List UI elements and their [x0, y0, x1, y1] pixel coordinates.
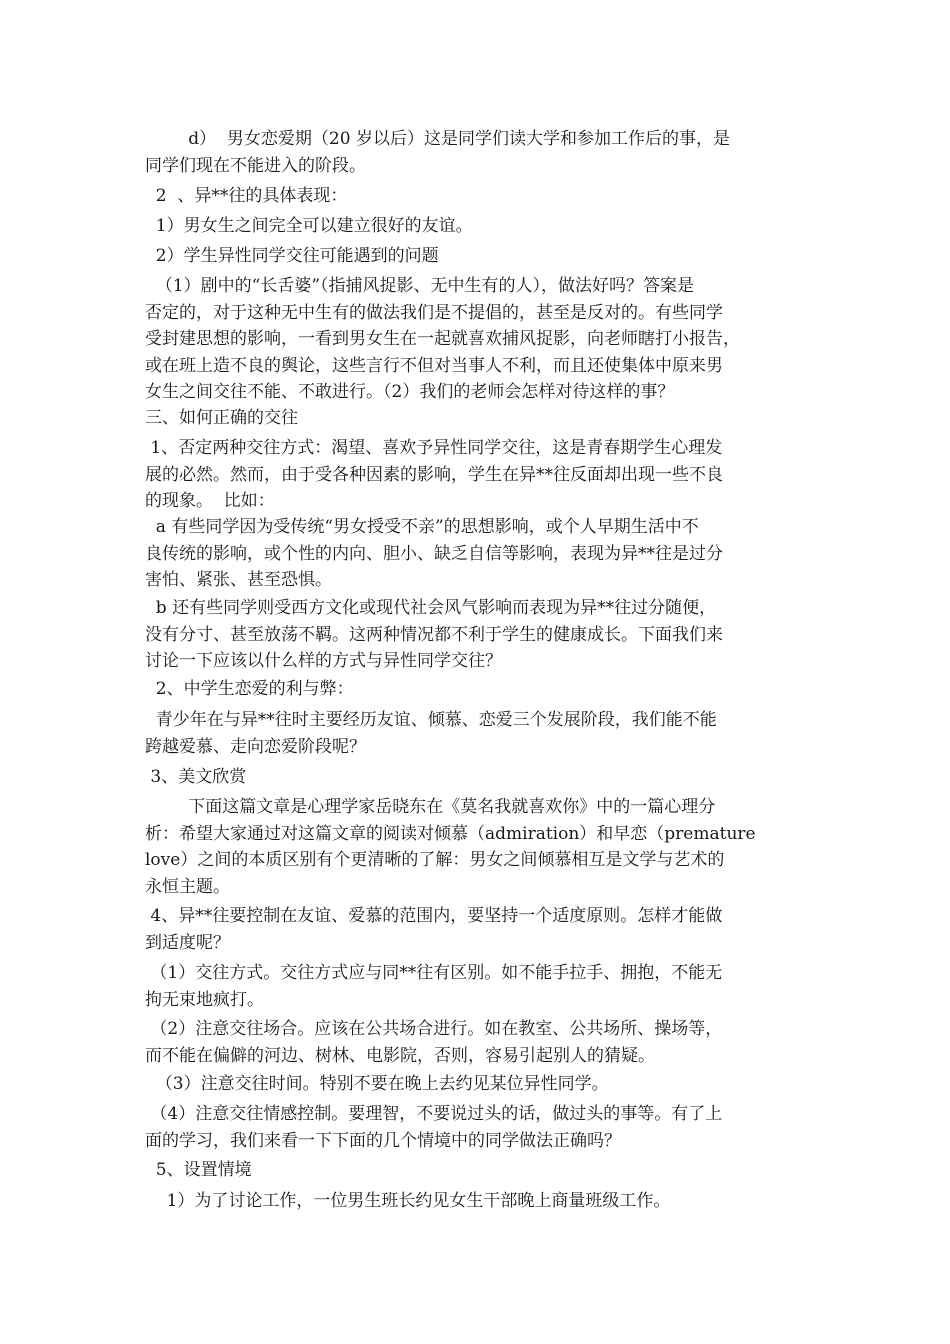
text-line: （3）注意交往时间。特别不要在晚上去约见某位异性同学。 [145, 1074, 609, 1094]
paragraph-heading-pros-cons [145, 676, 810, 703]
paragraph-heading-scenario [145, 1157, 810, 1184]
text-line: 下面这篇文章是心理学家岳晓东在《莫名我就喜欢你》中的一篇心理分 [145, 797, 716, 817]
paragraph-heading-essay [145, 764, 810, 791]
paragraph-gossip [145, 273, 810, 406]
text-line: b 还有些同学则受西方文化或现代社会风气影响而表现为异**往过分随便， [145, 598, 717, 618]
text-line: 良传统的影响，或个性的内向、胆小、缺乏自信等影响，表现为异**往是过分 [145, 543, 723, 564]
paragraph-moderation [145, 903, 810, 956]
text-line: 受封建思想的影响，一看到男女生在一起就喜欢捕风捉影，向老师瞎打小报告， [145, 329, 740, 349]
paragraph-item-1 [145, 213, 810, 240]
section-heading-3 [145, 405, 810, 432]
text-line: 拘无束地疯打。 [145, 989, 264, 1010]
text-line: 永恒主题。 [145, 876, 230, 897]
text-line: 1）男女生之间完全可以建立很好的友谊。 [145, 216, 473, 236]
text-line: love）之间的本质区别有个更清晰的了解：男女之间倾慕相互是文学与艺术的 [145, 850, 725, 870]
paragraph-b [145, 595, 810, 675]
text-line: 到适度呢？ [145, 932, 230, 953]
text-line: 展的必然。然而，由于受各种因素的影响，学生在异**往反面却出现一些不良 [145, 464, 723, 485]
text-line: 三、如何正确的交往 [145, 408, 298, 428]
text-line: 同学们现在不能进入的阶段。 [145, 155, 366, 176]
text-line: （4）注意交往情感控制。要理智，不要说过头的话，做过头的事等。有了上 [145, 1104, 723, 1124]
text-line: d） 男女恋爱期（20 岁以后）这是同学们读大学和参加工作后的事，是 [145, 129, 730, 149]
text-line: 析：希望大家通过对这篇文章的阅读对倾慕（admiration）和早恋（premature [145, 823, 756, 844]
text-line: 女生之间交往不能、不敢进行。（2）我们的老师会怎样对待这样的事？ [145, 382, 675, 402]
text-line: 讨论一下应该以什么样的方式与异性同学交往？ [145, 651, 502, 671]
text-line: 否定的，对于这种无中生有的做法我们是不提倡的，甚至是反对的。有些同学 [145, 302, 723, 323]
text-line: 没有分寸、甚至放荡不羁。这两种情况都不利于学生的健康成长。下面我们来 [145, 624, 723, 645]
paragraph-place [145, 1016, 810, 1069]
paragraph-a [145, 514, 810, 594]
text-line: 面的学习，我们来看一下下面的几个情境中的同学做法正确吗？ [145, 1130, 621, 1151]
text-line: a 有些同学因为受传统“男女授受不亲”的思想影响，或个人早期生活中不 [145, 517, 699, 537]
text-line: 5、设置情境 [145, 1160, 252, 1180]
text-line: （1）交往方式。交往方式应与同**往有区别。如不能手拉手、拥抱，不能无 [145, 963, 723, 983]
text-line: 或在班上造不良的舆论，这些言行不但对当事人不利，而且还使集体中原来男 [145, 355, 723, 376]
text-line: （1）剧中的“长舌婆”（指捕风捉影、无中生有的人），做法好吗？答案是 [145, 276, 695, 296]
paragraph-emotion [145, 1101, 810, 1154]
text-line: 青少年在与异**往时主要经历友谊、倾慕、恋爱三个发展阶段，我们能不能 [145, 710, 717, 730]
paragraph-essay [145, 794, 810, 900]
paragraph-youth-stages [145, 707, 810, 760]
paragraph-way [145, 960, 810, 1013]
text-line: 害怕、紧张、甚至恐惧。 [145, 570, 332, 590]
text-line: 2 、异**往的具体表现： [145, 186, 348, 206]
text-line: 跨越爱慕、走向恋爱阶段呢？ [145, 736, 366, 757]
paragraph-item-2 [145, 243, 810, 270]
text-line: （2）注意交往场合。应该在公共场合进行。如在教室、公共场所、操场等， [145, 1019, 723, 1039]
text-line: 2）学生异性同学交往可能遇到的问题 [145, 246, 439, 266]
text-line: 1）为了讨论工作，一位男生班长约见女生干部晚上商量班级工作。 [145, 1191, 671, 1211]
paragraph-time [145, 1071, 810, 1098]
text-line: 4、异**往要控制在友谊、爱慕的范围内，要坚持一个适度原则。怎样才能做 [145, 906, 723, 926]
paragraph-d-love-period [145, 126, 810, 179]
text-line: 2、中学生恋爱的利与弊： [145, 679, 354, 699]
text-line: 而不能在偏僻的河边、树林、电影院，否则，容易引起别人的猜疑。 [145, 1045, 655, 1066]
paragraph-scenario-1 [145, 1188, 810, 1215]
text-line: 的现象。 比如： [145, 491, 275, 511]
text-line: 3、美文欣赏 [145, 767, 247, 787]
paragraph-heading-2 [145, 183, 810, 210]
text-line: 1、否定两种交往方式：渴望、喜欢予异性同学交往，这是青春期学生心理发 [145, 438, 723, 458]
paragraph-negate-two-ways [145, 435, 810, 515]
